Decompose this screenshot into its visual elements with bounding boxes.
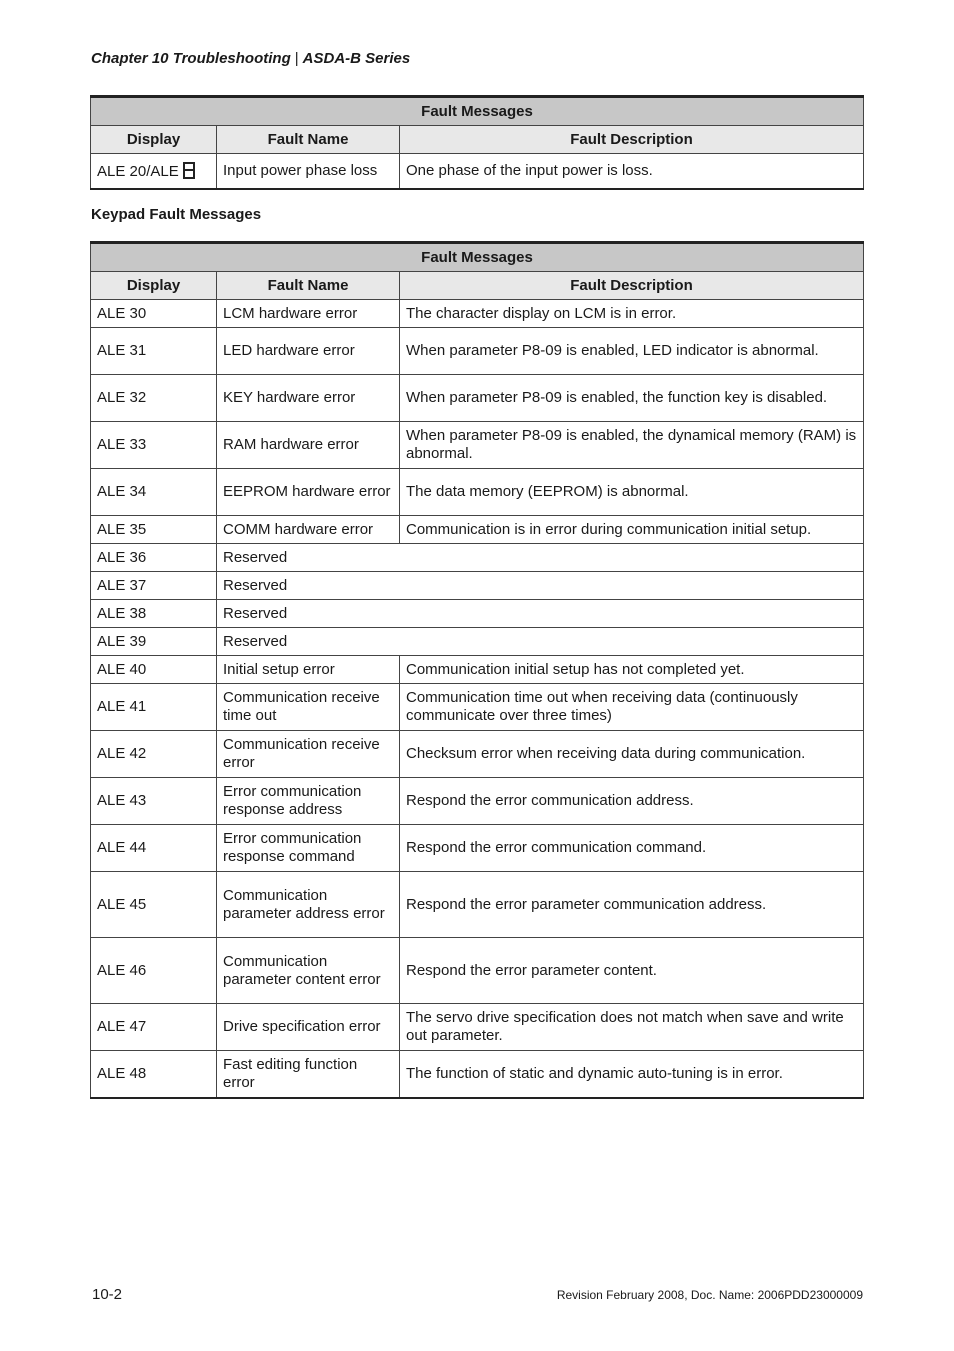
display-cell: ALE 33	[91, 422, 217, 469]
table-row	[91, 731, 864, 778]
fault-name-cell: Communication parameter content error	[217, 938, 400, 1004]
section-subtitle: Keypad Fault Messages	[91, 206, 262, 223]
fault-name-cell: KEY hardware error	[217, 375, 400, 422]
fault-name-cell: Communication parameter address error	[217, 872, 400, 938]
fault-name-cell: Reserved	[217, 628, 864, 656]
column-header-fault-description: Fault Description	[400, 126, 864, 154]
column-header-fault-description: Fault Description	[400, 272, 864, 300]
keypad-fault-messages-table	[90, 241, 864, 1099]
chapter-title: Chapter 10 Troubleshooting	[91, 50, 291, 67]
fault-description-cell: The character display on LCM is in error.	[400, 300, 864, 328]
fault-name-cell: RAM hardware error	[217, 422, 400, 469]
table-row	[91, 656, 864, 684]
fault-name-cell: Fast editing function error	[217, 1051, 400, 1099]
table-row	[91, 375, 864, 422]
fault-name-cell: Communication receive error	[217, 731, 400, 778]
fault-description-cell: The function of static and dynamic auto-tuning is in error.	[400, 1051, 864, 1099]
display-cell: ALE 31	[91, 328, 217, 375]
fault-name-cell: Drive specification error	[217, 1004, 400, 1051]
display-cell: ALE 32	[91, 375, 217, 422]
display-cell: ALE 42	[91, 731, 217, 778]
header-separator: |	[294, 50, 299, 67]
fault-description-cell: Respond the error parameter content.	[400, 938, 864, 1004]
fault-description-cell: Communication initial setup has not completed yet.	[400, 656, 864, 684]
table-row	[91, 572, 864, 600]
fault-description-cell: Respond the error communication command.	[400, 825, 864, 872]
display-cell: ALE 47	[91, 1004, 217, 1051]
table-row	[91, 1051, 864, 1099]
table-row	[91, 825, 864, 872]
table-row	[91, 328, 864, 375]
table-row	[91, 938, 864, 1004]
page-number: 10-2	[92, 1286, 123, 1303]
series-name: ASDA-B Series	[302, 50, 411, 67]
fault-messages-table	[90, 95, 864, 190]
fault-name-cell: Error communication response address	[217, 778, 400, 825]
table-row	[91, 684, 864, 731]
seven-segment-icon	[183, 162, 195, 179]
display-cell: ALE 46	[91, 938, 217, 1004]
fault-description-cell: One phase of the input power is loss.	[400, 154, 864, 190]
fault-description-cell: Respond the error parameter communication address.	[400, 872, 864, 938]
column-header-fault-name: Fault Name	[217, 126, 400, 154]
display-cell: ALE 41	[91, 684, 217, 731]
fault-description-cell: Checksum error when receiving data during communication.	[400, 731, 864, 778]
fault-name-cell: Reserved	[217, 544, 864, 572]
fault-name-cell: EEPROM hardware error	[217, 469, 400, 516]
display-cell: ALE 20/ALE	[91, 154, 217, 190]
page-header	[91, 50, 410, 67]
fault-name-cell: Input power phase loss	[217, 154, 400, 190]
display-cell: ALE 34	[91, 469, 217, 516]
display-cell: ALE 39	[91, 628, 217, 656]
column-header-fault-name: Fault Name	[217, 272, 400, 300]
table-row	[91, 300, 864, 328]
fault-description-cell: The data memory (EEPROM) is abnormal.	[400, 469, 864, 516]
fault-name-cell: LED hardware error	[217, 328, 400, 375]
fault-description-cell: When parameter P8-09 is enabled, LED indicator is abnormal.	[400, 328, 864, 375]
table-title: Fault Messages	[91, 243, 864, 272]
fault-name-cell: Initial setup error	[217, 656, 400, 684]
table-row	[91, 544, 864, 572]
table-row	[91, 872, 864, 938]
table-row	[91, 469, 864, 516]
fault-name-cell: LCM hardware error	[217, 300, 400, 328]
display-cell: ALE 40	[91, 656, 217, 684]
display-cell: ALE 35	[91, 516, 217, 544]
table-row	[91, 1004, 864, 1051]
column-header-display: Display	[91, 126, 217, 154]
fault-description-cell: When parameter P8-09 is enabled, the function key is disabled.	[400, 375, 864, 422]
fault-name-cell: COMM hardware error	[217, 516, 400, 544]
fault-name-cell: Communication receive time out	[217, 684, 400, 731]
fault-name-cell: Reserved	[217, 572, 864, 600]
table-row	[91, 516, 864, 544]
fault-description-cell: The servo drive specification does not match when save and write out parameter.	[400, 1004, 864, 1051]
display-cell: ALE 36	[91, 544, 217, 572]
fault-name-cell: Error communication response command	[217, 825, 400, 872]
table-row	[91, 600, 864, 628]
fault-name-cell: Reserved	[217, 600, 864, 628]
display-cell: ALE 38	[91, 600, 217, 628]
table-row	[91, 154, 864, 190]
display-cell: ALE 48	[91, 1051, 217, 1099]
display-cell: ALE 45	[91, 872, 217, 938]
table-row	[91, 422, 864, 469]
display-cell: ALE 44	[91, 825, 217, 872]
fault-description-cell: Communication is in error during communication initial setup.	[400, 516, 864, 544]
fault-description-cell: Communication time out when receiving data (continuously communicate over three times)	[400, 684, 864, 731]
table-row	[91, 778, 864, 825]
fault-description-cell: When parameter P8-09 is enabled, the dynamical memory (RAM) is abnormal.	[400, 422, 864, 469]
table-row	[91, 628, 864, 656]
display-cell: ALE 37	[91, 572, 217, 600]
table-title: Fault Messages	[91, 97, 864, 126]
display-cell: ALE 43	[91, 778, 217, 825]
revision-info: Revision February 2008, Doc. Name: 2006PDD23000009	[556, 1288, 863, 1302]
fault-description-cell: Respond the error communication address.	[400, 778, 864, 825]
column-header-display: Display	[91, 272, 217, 300]
display-cell: ALE 30	[91, 300, 217, 328]
